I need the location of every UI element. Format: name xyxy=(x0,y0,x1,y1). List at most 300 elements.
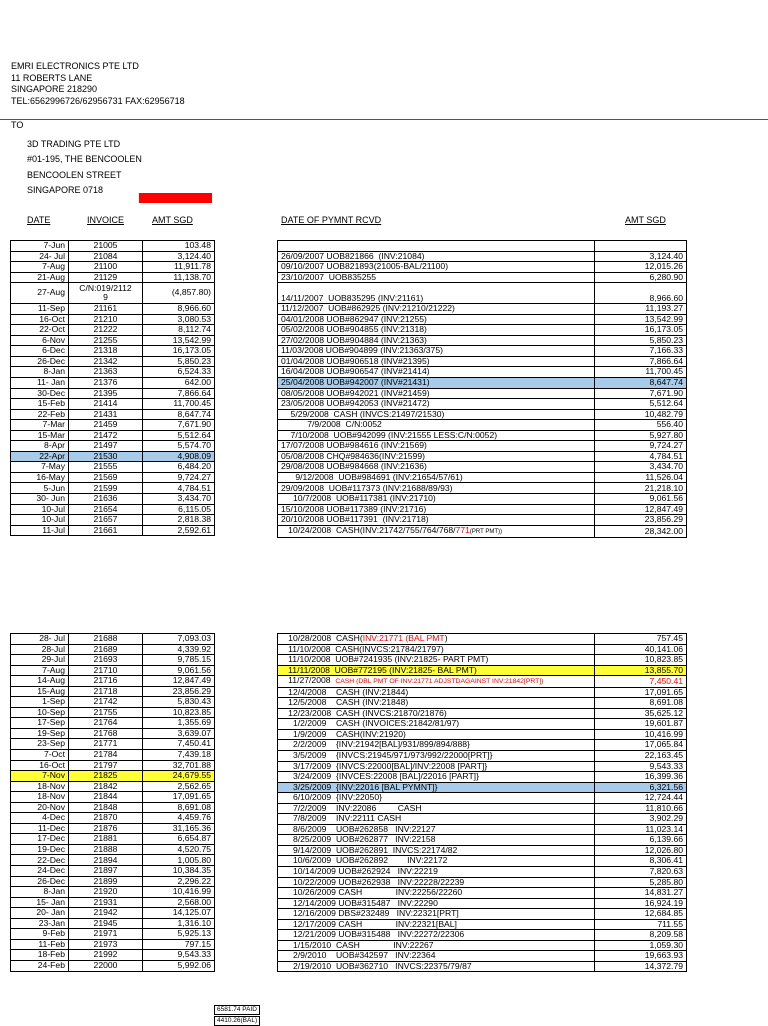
table-row xyxy=(11,262,215,273)
row-amount: 3,124.40 xyxy=(595,251,687,262)
row-payment-detail xyxy=(278,940,595,951)
payment-text: 5/29/2008 CASH (INVCS:21497/21530) xyxy=(281,409,445,419)
row-date: 22-Apr xyxy=(11,451,69,462)
payment-text-red: INV:21771 (BAL PMT xyxy=(362,633,445,644)
row-payment-detail xyxy=(278,430,595,441)
row-amount: 32,701.88 xyxy=(143,760,215,771)
table-row xyxy=(278,399,687,410)
row-payment-detail xyxy=(278,877,595,888)
payment-text: 1/2/2009 CASH (INVOICES:21842/81/97) xyxy=(281,718,460,729)
payment-text: 10/24/2008 CASH(INV:21742/755/764/768/ xyxy=(281,525,456,535)
row-invoice: 21992 xyxy=(69,950,143,961)
table-row xyxy=(11,325,215,336)
payment-table-2 xyxy=(277,633,687,972)
payment-text: 7/2/2009 INV:22086 CASH xyxy=(281,803,422,813)
row-amount: 5,850.23 xyxy=(143,356,215,367)
row-amount: 13,542.99 xyxy=(595,314,687,325)
row-amount: 14,372.79 xyxy=(595,961,687,972)
row-payment-detail xyxy=(278,676,595,688)
row-invoice: 21710 xyxy=(69,665,143,676)
recipient-address-3: SINGAPORE 0718 xyxy=(27,184,104,195)
row-date: 7-Aug xyxy=(11,665,69,676)
row-payment-detail xyxy=(278,655,595,666)
table-row xyxy=(11,866,215,877)
row-amount: 24,679.55 xyxy=(143,771,215,782)
table-row xyxy=(278,676,687,688)
recipient-name: 3D TRADING PTE LTD xyxy=(27,139,121,149)
table-row xyxy=(278,814,687,825)
row-amount: 5,992.06 xyxy=(143,960,215,971)
row-payment-detail xyxy=(278,835,595,846)
sender-block xyxy=(11,61,185,107)
row-amount: 11,138.70 xyxy=(143,272,215,283)
row-date: 18-Nov xyxy=(11,792,69,803)
table-row xyxy=(11,356,215,367)
table-row xyxy=(278,283,687,304)
table-row xyxy=(11,750,215,761)
row-amount: 16,399.36 xyxy=(595,772,687,783)
payment-text: 25/04/2008 UOB#942007 (INV#21431) xyxy=(281,377,430,388)
row-payment-detail xyxy=(278,262,595,273)
to-label: TO xyxy=(11,120,24,130)
table-row xyxy=(11,399,215,410)
row-payment-detail xyxy=(278,930,595,941)
row-date: 6-Nov xyxy=(11,335,69,346)
table-row xyxy=(278,504,687,515)
row-amount: 5,850.23 xyxy=(595,335,687,346)
row-date: 19-Dec xyxy=(11,844,69,855)
row-invoice: 21844 xyxy=(69,792,143,803)
row-invoice: 21764 xyxy=(69,718,143,729)
payment-table-1 xyxy=(277,240,687,538)
payment-text: 7/10/2008 UOB#942099 (INV:21555 LESS:C/N:0052) xyxy=(281,430,498,440)
row-amount: 31,165.36 xyxy=(143,823,215,834)
col-head-amt: AMT SGD xyxy=(152,215,193,225)
row-payment-detail xyxy=(278,462,595,473)
row-amount: 16,924.19 xyxy=(595,898,687,909)
row-invoice: 21100 xyxy=(69,262,143,273)
row-invoice: 21688 xyxy=(69,634,143,645)
row-amount: 5,574.70 xyxy=(143,441,215,452)
note-bal: 4410.26(BAL) xyxy=(214,1016,260,1026)
table-row xyxy=(11,515,215,526)
row-invoice: 21497 xyxy=(69,441,143,452)
table-row xyxy=(278,750,687,761)
table-row xyxy=(278,420,687,431)
table-row xyxy=(11,335,215,346)
payment-text: 26/09/2007 UOB821866 (INV:21084) xyxy=(281,251,425,261)
payment-text: 17/07/2008 UOB#984616 (INV:21569) xyxy=(281,440,427,451)
table-row xyxy=(278,665,687,676)
row-amount: 21,218.10 xyxy=(595,483,687,494)
table-row xyxy=(11,272,215,283)
table-row xyxy=(278,961,687,972)
row-amount: 12,724.44 xyxy=(595,793,687,804)
row-invoice: 21210 xyxy=(69,314,143,325)
payment-text: 9/14/2009 UOB#262891 INVCS:22174/82 xyxy=(281,845,458,855)
col-head-pymnt: DATE OF PYMNT RCVD xyxy=(281,215,382,225)
row-amount: 642.00 xyxy=(143,378,215,389)
row-date: 15-Feb xyxy=(11,399,69,410)
row-invoice: 21363 xyxy=(69,367,143,378)
table-row xyxy=(278,866,687,877)
col-head-invoice: INVOICE xyxy=(87,215,125,225)
payment-text: 3/17/2009 {INVCS:22000[BAL]/INV:22008 [PART]} xyxy=(281,761,488,771)
row-invoice: 21768 xyxy=(69,728,143,739)
table-row xyxy=(11,462,215,473)
table-row xyxy=(278,494,687,505)
redaction-bar xyxy=(139,193,212,203)
payment-text: 05/08/2008 CHQ#984636(INV:21599) xyxy=(281,451,425,461)
payment-text-red: CASH (DBL PMT OF INV:21771 ADJSTDAGAINST INV:21842[PRT]) xyxy=(335,678,544,686)
table-row xyxy=(11,802,215,813)
payment-text: 04/01/2008 UOB#862947 (INV:21255) xyxy=(281,314,427,324)
row-amount: 12,847.49 xyxy=(143,676,215,687)
table-row xyxy=(11,483,215,494)
row-amount: 9,543.33 xyxy=(595,761,687,772)
row-amount: 9,543.33 xyxy=(143,950,215,961)
table-row xyxy=(278,304,687,315)
table-row xyxy=(278,793,687,804)
table-row xyxy=(278,708,687,719)
table-row xyxy=(278,719,687,730)
row-date: 7-May xyxy=(11,462,69,473)
row-payment-detail xyxy=(278,919,595,930)
row-amount: 7,866.64 xyxy=(143,388,215,399)
row-amount: 9,724.27 xyxy=(595,441,687,452)
row-date: 28-Jul xyxy=(11,644,69,655)
row-date: 22-Feb xyxy=(11,409,69,420)
row-amount: 1,059.30 xyxy=(595,940,687,951)
table-row xyxy=(278,515,687,526)
payment-text: 20/10/2008 UOB#117391 (INV:21718) xyxy=(281,514,429,525)
row-invoice: 21881 xyxy=(69,834,143,845)
row-amount: 14,125.07 xyxy=(143,908,215,919)
row-payment-detail xyxy=(278,420,595,431)
table-row xyxy=(11,844,215,855)
header-divider xyxy=(0,119,768,120)
payment-text: 11/10/2008 UOB#7241935 (INV:21825- PART PMT) xyxy=(281,654,489,665)
row-invoice: 21771 xyxy=(69,739,143,750)
table-row xyxy=(278,919,687,930)
row-payment-detail xyxy=(278,856,595,867)
row-amount: 7,866.64 xyxy=(595,356,687,367)
row-invoice: 21842 xyxy=(69,781,143,792)
row-payment-detail xyxy=(278,241,595,252)
row-invoice: 21395 xyxy=(69,388,143,399)
row-invoice: 21414 xyxy=(69,399,143,410)
table-row xyxy=(11,655,215,666)
payment-text: 2/2/2009 {INV:21942[BAL]/931/899/894/888} xyxy=(281,739,470,750)
row-invoice: 21657 xyxy=(69,515,143,526)
row-amount: 6,139.66 xyxy=(595,835,687,846)
payment-text: 23/05/2008 UOB#942053 (INV#21472) xyxy=(281,398,430,409)
table-row xyxy=(278,409,687,420)
row-amount: 11,526.04 xyxy=(595,472,687,483)
table-row xyxy=(11,950,215,961)
row-date: 8-Apr xyxy=(11,441,69,452)
table-row xyxy=(11,472,215,483)
row-invoice: 21222 xyxy=(69,325,143,336)
row-amount: 5,830.43 xyxy=(143,697,215,708)
table-row xyxy=(278,634,687,645)
row-payment-detail xyxy=(278,698,595,709)
row-payment-detail xyxy=(278,356,595,367)
payment-text: 1/15/2010 CASH INV:22267 xyxy=(281,940,434,950)
row-amount: 5,512.64 xyxy=(595,399,687,410)
row-amount: 7,671.90 xyxy=(143,420,215,431)
payment-text: 09/10/2007 UOB821893(21005-BAL/21100) xyxy=(281,261,449,272)
payment-text: 11/27/2008 xyxy=(281,675,336,686)
table-row xyxy=(11,441,215,452)
row-payment-detail xyxy=(278,687,595,698)
row-date: 26-Dec xyxy=(11,876,69,887)
row-payment-detail xyxy=(278,665,595,676)
row-payment-detail xyxy=(278,793,595,804)
row-amount: 40,141.06 xyxy=(595,644,687,655)
payment-text: 08/05/2008 UOB#942021 (INV#21459) xyxy=(281,388,430,398)
row-amount: 10,823.85 xyxy=(143,707,215,718)
row-invoice: 21870 xyxy=(69,813,143,824)
row-amount: 11,700.45 xyxy=(143,399,215,410)
row-amount: 3,434.70 xyxy=(595,462,687,473)
row-amount: 711.55 xyxy=(595,919,687,930)
table-row xyxy=(278,729,687,740)
row-amount: 35,625.12 xyxy=(595,708,687,719)
row-amount: 6,115.05 xyxy=(143,504,215,515)
row-payment-detail xyxy=(278,866,595,877)
table-row xyxy=(278,644,687,655)
payment-text: 2/19/2010 UOB#362710 INVCS:22375/79/87 xyxy=(281,961,472,971)
row-invoice: 21661 xyxy=(69,525,143,536)
row-invoice: 21899 xyxy=(69,876,143,887)
row-date: 22-Oct xyxy=(11,325,69,336)
row-invoice: 21945 xyxy=(69,918,143,929)
row-amount: 1,355.69 xyxy=(143,718,215,729)
row-date: 11-Jul xyxy=(11,525,69,536)
row-payment-detail xyxy=(278,504,595,515)
row-invoice: 21797 xyxy=(69,760,143,771)
payment-text: 8/6/2009 UOB#262858 INV:22127 xyxy=(281,824,436,834)
table-row xyxy=(11,388,215,399)
row-date: 22-Dec xyxy=(11,855,69,866)
row-amount: 13,542.99 xyxy=(143,335,215,346)
row-payment-detail xyxy=(278,304,595,315)
row-amount: 23,856.29 xyxy=(595,515,687,526)
row-date: 17-Sep xyxy=(11,718,69,729)
table-row xyxy=(11,494,215,505)
row-amount: 8,966.60 xyxy=(143,304,215,315)
row-amount: 4,908.09 xyxy=(143,451,215,462)
row-date: 11-Feb xyxy=(11,939,69,950)
row-payment-detail xyxy=(278,388,595,399)
row-date: 7-Aug xyxy=(11,262,69,273)
row-amount: 556.40 xyxy=(595,420,687,431)
table-row xyxy=(11,251,215,262)
row-amount: 10,482.79 xyxy=(595,409,687,420)
row-payment-detail xyxy=(278,472,595,483)
row-invoice: 21530 xyxy=(69,451,143,462)
note-paid: 6581.74 PAID xyxy=(214,1005,260,1015)
row-date: 30- Jun xyxy=(11,494,69,505)
table-row xyxy=(11,918,215,929)
payment-text: 1/9/2009 CASH(INV:21920) xyxy=(281,729,406,739)
row-amount: 17,091.65 xyxy=(595,687,687,698)
row-date: 7-Nov xyxy=(11,771,69,782)
row-date: 16-Oct xyxy=(11,760,69,771)
row-invoice: 21569 xyxy=(69,472,143,483)
payment-text: 10/14/2009 UOB#262924 INV:22219 xyxy=(281,866,438,876)
payment-text: 29/09/2008 UOB#117373 (INV:21688/89/93) xyxy=(281,482,453,493)
sender-address-2: SINGAPORE 218290 xyxy=(11,84,98,94)
row-payment-detail xyxy=(278,803,595,814)
row-amount: (4,857.80) xyxy=(143,283,215,304)
table-row xyxy=(11,887,215,898)
row-amount: 5,285.80 xyxy=(595,877,687,888)
row-payment-detail xyxy=(278,494,595,505)
row-date: 10-Jul xyxy=(11,504,69,515)
col-head-date: DATE xyxy=(27,215,51,225)
row-invoice: 21825 xyxy=(69,771,143,782)
table-row xyxy=(278,940,687,951)
payment-text: 27/02/2008 UOB#904884 (INV:21363) xyxy=(281,335,427,345)
row-date: 11- Jan xyxy=(11,378,69,389)
row-invoice: 21716 xyxy=(69,676,143,687)
payment-text: 10/28/2008 CASH( xyxy=(281,633,363,644)
row-amount: 22,163.45 xyxy=(595,750,687,761)
sender-contact: TEL:6562996726/62956731 FAX:62956718 xyxy=(11,95,185,106)
row-payment-detail xyxy=(278,409,595,420)
row-amount: 8,647.74 xyxy=(143,409,215,420)
row-payment-detail xyxy=(278,909,595,920)
row-amount: 8,112.74 xyxy=(143,325,215,336)
table-row xyxy=(11,504,215,515)
row-amount: 3,434.70 xyxy=(143,494,215,505)
row-invoice: 21693 xyxy=(69,655,143,666)
table-row xyxy=(11,739,215,750)
row-amount: 12,684.85 xyxy=(595,909,687,920)
payment-text: 16/04/2008 UOB#906547 (INV#21414) xyxy=(281,366,430,377)
table-row xyxy=(11,697,215,708)
table-row xyxy=(278,845,687,856)
payment-text: 2/9/2010 UOB#342597 INV:22364 xyxy=(281,950,436,961)
row-date: 15-Mar xyxy=(11,430,69,441)
row-amount: 12,026.80 xyxy=(595,845,687,856)
table-row xyxy=(278,346,687,357)
row-invoice: 21376 xyxy=(69,378,143,389)
table-row xyxy=(11,676,215,687)
row-invoice: 21920 xyxy=(69,887,143,898)
table-row xyxy=(278,655,687,666)
payment-text: 12/23/2008 CASH (INVCS:21870/21876) xyxy=(281,708,447,718)
row-invoice: 21255 xyxy=(69,335,143,346)
row-date: 5-Jun xyxy=(11,483,69,494)
row-payment-detail xyxy=(278,451,595,462)
row-payment-detail xyxy=(278,961,595,972)
row-date: 21-Aug xyxy=(11,272,69,283)
row-payment-detail xyxy=(278,283,595,304)
table-row xyxy=(11,314,215,325)
row-amount: 10,416.99 xyxy=(143,887,215,898)
row-invoice: 21431 xyxy=(69,409,143,420)
row-amount: 9,785.15 xyxy=(143,655,215,666)
row-invoice: 21718 xyxy=(69,686,143,697)
row-amount: 7,093.03 xyxy=(143,634,215,645)
row-date: 20-Nov xyxy=(11,802,69,813)
table-row xyxy=(11,283,215,304)
row-amount: 8,306.41 xyxy=(595,856,687,867)
table-row xyxy=(278,241,687,252)
table-row xyxy=(278,272,687,283)
row-amount: 8,691.08 xyxy=(595,698,687,709)
row-invoice: 21636 xyxy=(69,494,143,505)
table-row xyxy=(11,960,215,971)
payment-text: 10/7/2008 UOB#117381 (INV:21710) xyxy=(281,493,436,504)
table-row xyxy=(11,834,215,845)
table-row xyxy=(11,378,215,389)
row-date: 24- Jul xyxy=(11,251,69,262)
row-date: 9-Feb xyxy=(11,929,69,940)
row-amount: 3,902.29 xyxy=(595,814,687,825)
row-date: 1-Sep xyxy=(11,697,69,708)
row-amount: 5,512.64 xyxy=(143,430,215,441)
row-date: 28- Jul xyxy=(11,634,69,645)
row-amount: 3,639.07 xyxy=(143,728,215,739)
row-date: 8-Jan xyxy=(11,887,69,898)
row-date: 15- Jan xyxy=(11,897,69,908)
row-date: 8-Jan xyxy=(11,367,69,378)
table-row xyxy=(278,772,687,783)
payment-text: 15/10/2008 UOB#117389 (INV:21716) xyxy=(281,504,427,514)
row-invoice: C/N:019/2112 9 xyxy=(69,283,143,304)
table-row xyxy=(278,335,687,346)
table-row xyxy=(278,441,687,452)
row-invoice: 21973 xyxy=(69,939,143,950)
row-invoice: 21897 xyxy=(69,866,143,877)
row-payment-detail xyxy=(278,251,595,262)
table-row xyxy=(278,451,687,462)
row-payment-detail xyxy=(278,367,595,378)
row-amount: 23,856.29 xyxy=(143,686,215,697)
payment-text: 23/10/2007 UOB835255 xyxy=(281,272,377,282)
payment-text: 11/03/2008 UOB#904899 (INV:21363/375) xyxy=(281,345,443,356)
row-date: 4-Dec xyxy=(11,813,69,824)
row-amount: 5,925.13 xyxy=(143,929,215,940)
row-date: 26-Dec xyxy=(11,356,69,367)
row-amount: 7,671.90 xyxy=(595,388,687,399)
row-date: 24-Dec xyxy=(11,866,69,877)
row-amount: 9,061.56 xyxy=(143,665,215,676)
table-row xyxy=(278,525,687,538)
row-payment-detail xyxy=(278,824,595,835)
row-amount: 797.15 xyxy=(143,939,215,950)
table-row xyxy=(11,525,215,536)
row-date: 18-Feb xyxy=(11,950,69,961)
row-invoice: 21129 xyxy=(69,272,143,283)
row-payment-detail xyxy=(278,898,595,909)
payment-text: 11/12/2007 UOB#862925 (INV:21210/21222) xyxy=(281,303,455,314)
payment-text-red: 771 xyxy=(455,525,470,535)
sender-address-1: 11 ROBERTS LANE xyxy=(11,72,93,83)
row-amount: 4,339.92 xyxy=(143,644,215,655)
row-amount: 7,450.41 xyxy=(595,676,687,688)
payment-text-tail: ) xyxy=(444,633,448,644)
row-date: 11-Sep xyxy=(11,304,69,315)
table-row xyxy=(11,813,215,824)
payment-text: 29/08/2008 UOB#984668 (INV:21636) xyxy=(281,461,427,472)
row-invoice: 21342 xyxy=(69,356,143,367)
row-amount: 4,459.76 xyxy=(143,813,215,824)
